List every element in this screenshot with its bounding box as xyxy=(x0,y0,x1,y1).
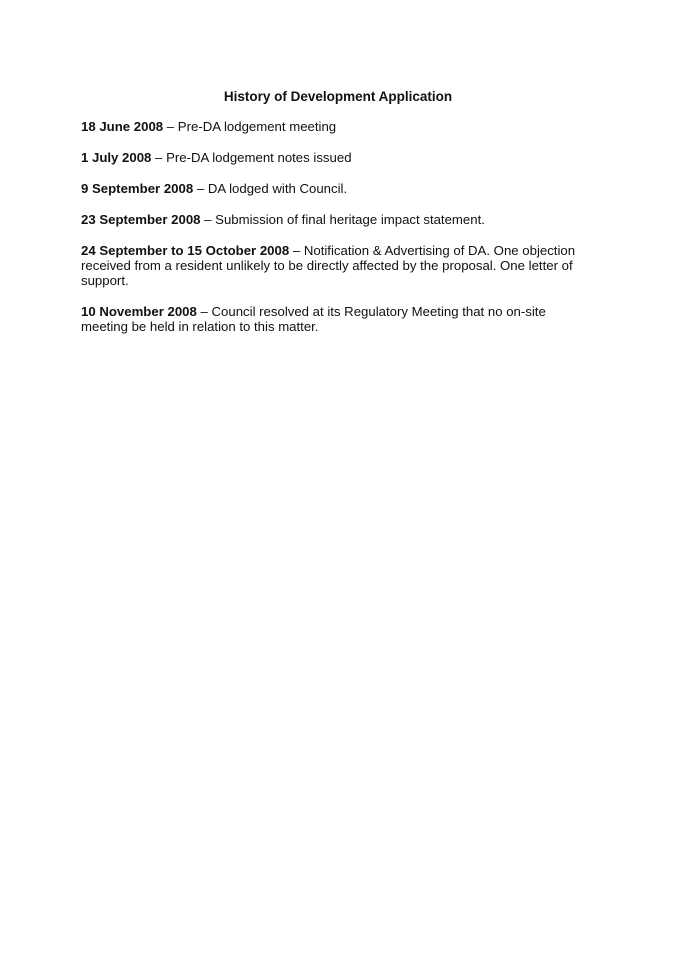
entry-text: Notification & Advertising of DA. One objection received from a resident unlikely to be directly affected by the proposal. One letter of support. xyxy=(81,243,576,288)
entry-separator: – xyxy=(151,150,167,165)
history-entry-2 xyxy=(81,150,596,165)
page-title: History of Development Application xyxy=(223,89,453,104)
entry-text: Council resolved at its Regulatory Meeting that no on-site meeting be held in relation to this matter. xyxy=(81,304,546,334)
entry-date: 9 September 2008 xyxy=(81,181,194,196)
entry-text: DA lodged with Council. xyxy=(207,181,348,196)
history-entry-4 xyxy=(81,212,596,227)
history-entry-6 xyxy=(81,304,596,334)
entry-separator: – xyxy=(200,212,216,227)
entry-text: Pre-DA lodgement notes issued xyxy=(166,150,352,165)
history-entry-3 xyxy=(81,181,596,196)
entry-separator: – xyxy=(193,181,208,196)
entry-text: Pre-DA lodgement meeting xyxy=(177,119,337,134)
history-entry-5 xyxy=(81,243,596,288)
entry-date: 24 September to 15 October 2008 xyxy=(81,243,290,258)
entry-separator: – xyxy=(289,243,304,258)
entry-date: 1 July 2008 xyxy=(81,150,152,165)
entry-separator: – xyxy=(163,119,178,134)
entry-separator: – xyxy=(196,304,212,319)
entry-date: 10 November 2008 xyxy=(81,304,197,319)
history-list xyxy=(81,119,596,350)
entry-date: 18 June 2008 xyxy=(81,119,164,134)
entry-text: Submission of final heritage impact statement. xyxy=(215,212,485,227)
history-entry-1 xyxy=(81,119,596,134)
entry-date: 23 September 2008 xyxy=(81,212,201,227)
